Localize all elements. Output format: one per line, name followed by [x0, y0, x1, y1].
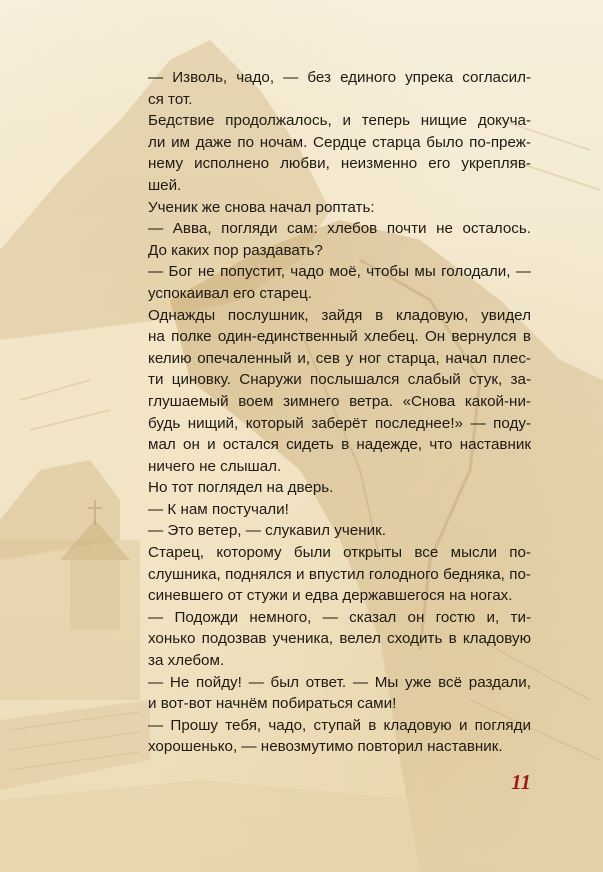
text-line: — Подожди немного, — сказал он гостю и, ти- [148, 608, 531, 626]
text-line: за хлебом. [148, 652, 225, 670]
text-line: Ученик же снова начал роптать: [148, 198, 375, 216]
text-line: будь нищий, который заберёт последнее!» — поду- [148, 414, 531, 432]
text-line: — Бог не попустит, чадо моё, чтобы мы голодали, — [148, 263, 531, 281]
text-line: До каких пор раздавать? [148, 241, 323, 259]
text-line: успокаивал его старец. [148, 284, 312, 302]
church-drum [70, 560, 120, 630]
text-line: Старец, которому были открыты все мысли по- [148, 544, 531, 562]
text-line: мал он и остался сидеть в надежде, что наставник [148, 436, 531, 454]
text-line: шей. [148, 176, 182, 194]
text-line: Однажды послушник, зайдя в кладовую, увидел [148, 306, 531, 324]
text-line: — Это ветер, — слукавил ученик. [148, 522, 386, 540]
text-line: ли им даже по ночам. Сердце старца было по-преж- [148, 133, 531, 151]
text-line: на полке один-единственный хлебец. Он вернулся в [148, 328, 531, 346]
text-line: — Авва, погляди сам: хлебов почти не осталось. [148, 220, 531, 238]
page-number: 11 [511, 770, 531, 794]
text-line: — Прошу тебя, чадо, ступай в кладовую и погляди [148, 716, 531, 734]
text-line: слушника, поднялся и впустил голодного бедняка, по- [148, 565, 531, 583]
text-line: хорошенько, — невозмутимо повторил наставник. [148, 738, 503, 756]
text-line: синевшего от стужи и едва державшегося на ногах. [148, 587, 513, 605]
text-line: хонько подозвав ученика, велел сходить в кладовую [148, 630, 531, 648]
text-line: ничего не слышал. [148, 457, 282, 475]
text-line: Бедствие продолжалось, и теперь нищие докуча- [148, 112, 531, 130]
text-line: глушаемый воем зимнего ветра. «Снова какой-ни- [148, 392, 531, 410]
text-line: — Изволь, чадо, — без единого упрека согласил- [148, 69, 531, 86]
text-line: ти циновку. Снаружи послышался слабый стук, за- [148, 371, 531, 389]
text-line: — К нам постучали! [148, 500, 289, 518]
text-line: — Не пойду! — был ответ. — Мы уже всё раздали, [148, 673, 531, 691]
text-line: нему исполнено любви, неизменно его укрепляв- [148, 155, 531, 173]
text-line: Но тот поглядел на дверь. [148, 479, 334, 497]
text-line: и вот-вот начнём побираться сами! [148, 695, 397, 713]
story-text [148, 67, 531, 758]
text-line: ся тот. [148, 90, 193, 108]
text-line: келию опечаленный и, сев у ног старца, начал плес- [148, 349, 531, 367]
